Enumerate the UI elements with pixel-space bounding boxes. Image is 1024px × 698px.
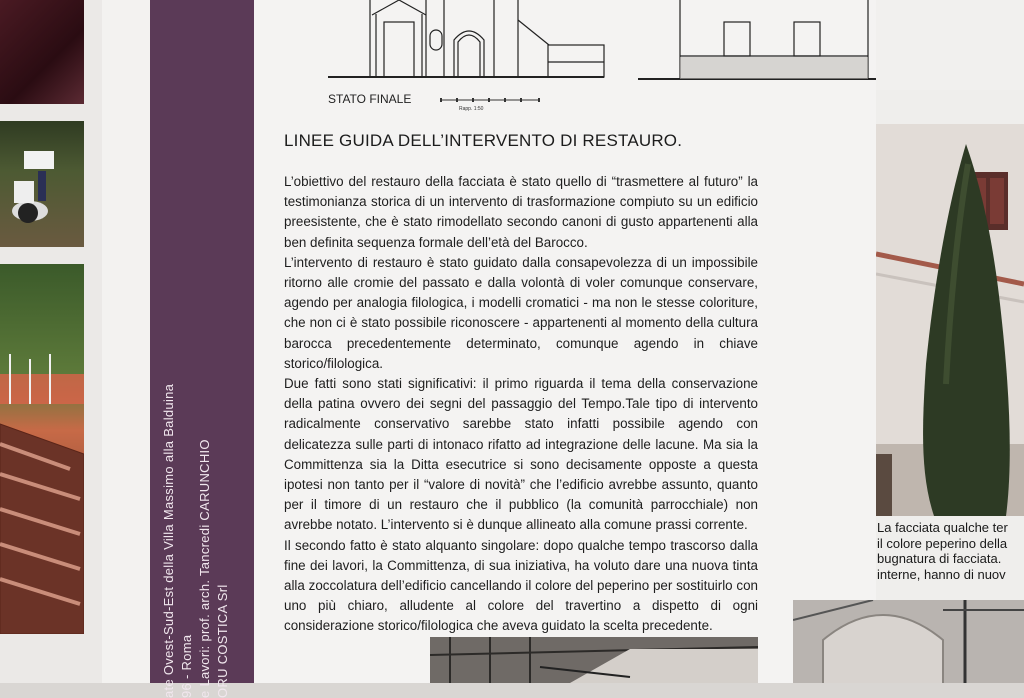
photo-thumbnail-scooter <box>0 121 84 247</box>
photo-bottom-arch <box>793 600 1024 683</box>
photo-thumbnail-red <box>0 0 84 104</box>
article-paragraph: Il secondo fatto è stato alquanto singolare: dopo qualche tempo trascorso dalla fine dei lavori, la Committenza, di sua iniziativa, ha voluto dare una nuova tinta alla zoccolatura dell’edificio cancellando il colore del peperino per sostituirlo con uno più chiaro, alludente al colore del travertino a dispetto di ogni considerazione storico/filologica che aveva guidato la scelta precedente. <box>284 537 758 634</box>
left-photo-panel <box>0 0 102 683</box>
photo-caption <box>877 520 1024 582</box>
scooter-icon <box>0 121 84 247</box>
scaffold-illustration <box>430 637 758 683</box>
arch-scaffold-illustration <box>793 600 1024 683</box>
photo-scaffolding <box>430 637 758 683</box>
photo-thumbnail-roof <box>0 264 84 634</box>
article-body <box>284 172 758 637</box>
sidebar-vertical-text-1: ate Ovest-Sud-Est della Villa Massimo alla Balduina <box>161 383 176 698</box>
cypress-tree-illustration <box>876 124 1024 516</box>
article-paragraph: Due fatti sono stati significativi: il primo riguarda il tema della conservazione della patina ovvero dei segni del passaggio del Tempo.Tale tipo di intervento radicalmente conservativo sarebbe stato infatti possibile agendo con delicatezza sulle parti di intonaco rifatto ad integrazione delle lacune. Ma sia la Committenza sia la Ditta esecutrice si sono decisamente opposte a questa ipotesi non tanto per il “valore di novità” che l’edificio avrebbe assunto, quanto per il timore di un restauro che il pubblico (la comunità parrocchiale) non avrebbe notato. L’intervento si è dunque allineato alla comune prassi corrente. <box>284 376 758 533</box>
sidebar-vertical-text-4: ORU COSTICA Srl <box>215 584 230 698</box>
sidebar-vertical-text-2: 96 - Roma <box>179 634 194 698</box>
article-paragraph: L’obiettivo del restauro della facciata è stato quello di “trasmettere al futuro” la testimonianza storica di un intervento di trasformazione compiuto su un edificio preesistente, che è stato rimodellato secondo canoni di gusto appartenenti alla ben definita sequenza formale dell’età del Barocco. <box>284 174 758 250</box>
caption-line: La facciata qualche ter <box>877 520 1008 535</box>
article-title: LINEE GUIDA DELL’INTERVENTO DI RESTAURO. <box>284 131 683 150</box>
article-paragraph: L’intervento di restauro è stato guidato dalla consapevolezza di un impossibile ritorno alle cromie del passato e dalla volontà di voler comunque conservare, agendo per analogia filologica, i modelli cromatici - ma non le stesse coloriture, che non ci è stato possibile riconoscere - appartenenti al momento della cultura barocca precedentemente determinato, comunque agendo in chiave storico/filologica. <box>284 254 758 371</box>
roof-tiles-illustration <box>0 264 84 634</box>
sidebar-white-band <box>102 0 150 683</box>
scale-bar <box>440 96 540 106</box>
caption-line: interne, hanno di nuov <box>877 566 1006 582</box>
caption-line: bugnatura di facciata. <box>877 551 1002 566</box>
photo-facade-cypress <box>876 124 1024 516</box>
caption-line: il colore peperino della <box>877 535 1008 551</box>
right-top-area <box>876 0 1024 90</box>
scale-ratio-label: Rapp. 1:50 <box>459 106 484 112</box>
stato-finale-label: STATO FINALE <box>328 92 412 106</box>
sidebar-vertical-text-3: e Lavori: prof. arch. Tancredi CARUNCHIO <box>197 439 212 698</box>
